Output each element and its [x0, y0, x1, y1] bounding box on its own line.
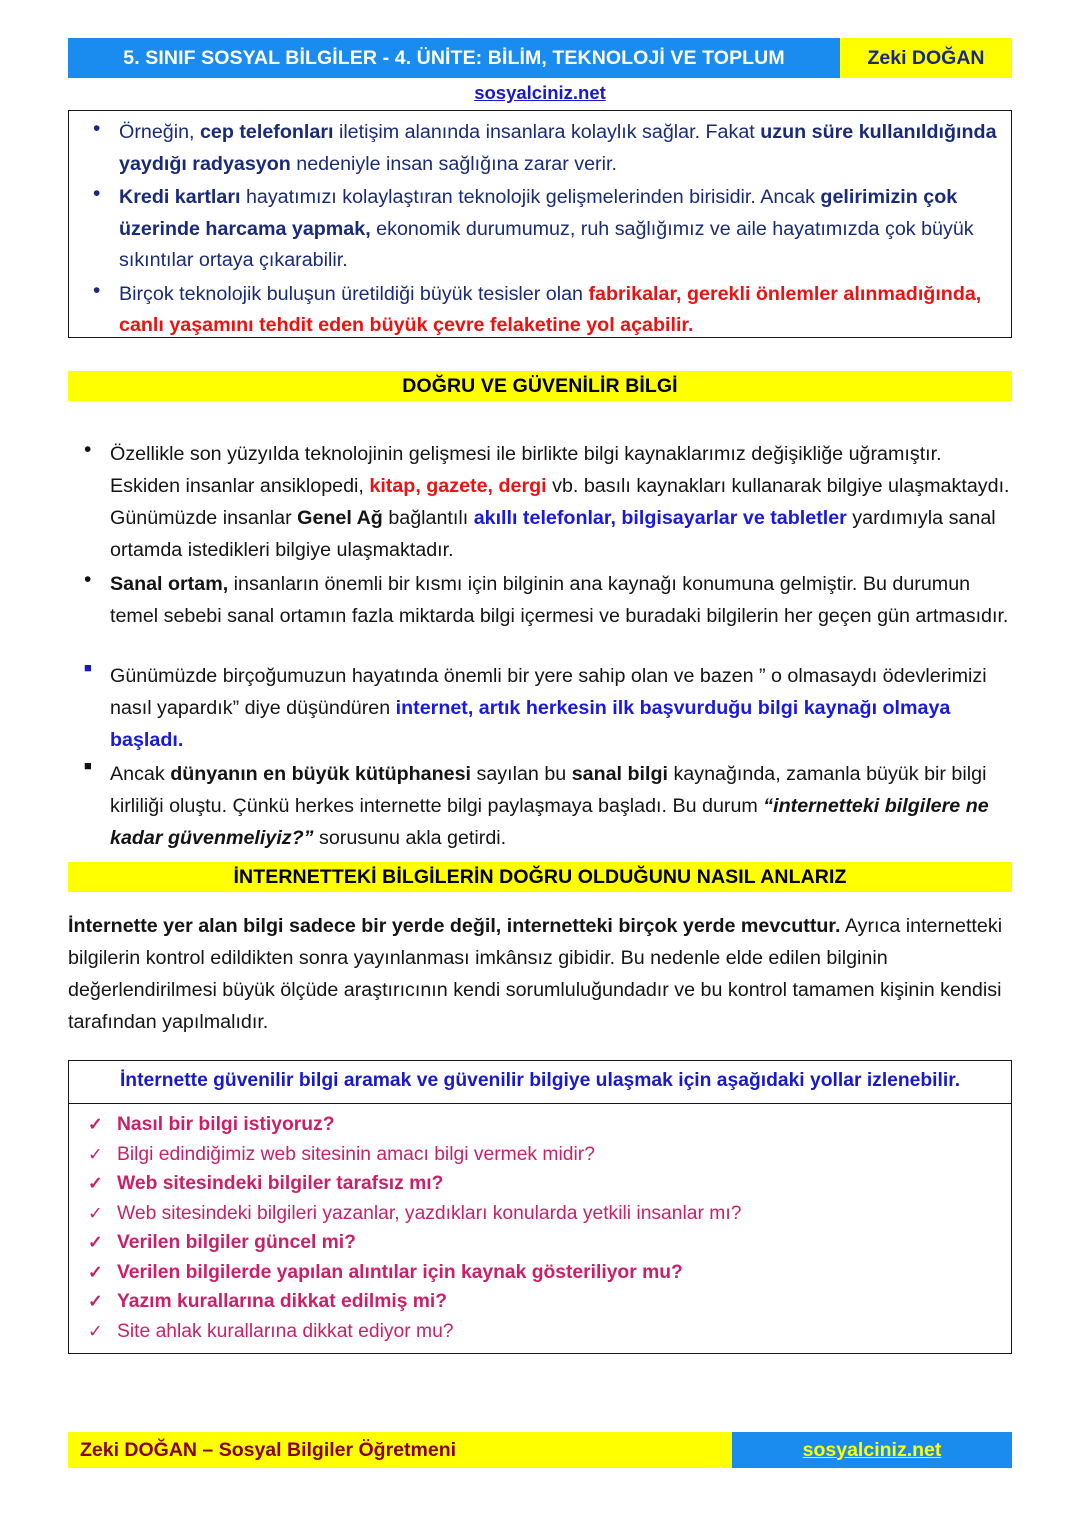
- check-icon: ✓: [88, 1114, 103, 1134]
- site-link-top-text: sosyalciniz.net: [474, 82, 606, 103]
- list-item-text: Ancak dünyanın en büyük kütüphanesi sayılan bu sanal bilgi kaynağında, zamanla büyük bir bilgi kirliliği oluştu. Çünkü herkes internette bilgi paylaşmaya başladı. Bu durum “internetteki bilgilere ne kadar güvenmeliyiz?” sorusunu akla getirdi.: [110, 763, 989, 849]
- round-bullet-icon: •: [93, 278, 101, 302]
- checklist-table: [68, 1060, 1012, 1354]
- square-bullet-icon: ■: [84, 660, 92, 675]
- list-item-text: Günümüzde birçoğumuzun hayatında önemli bir yere sahip olan ve bazen ” o olmasaydı ödevlerimizi nasıl yapardık” diye düşündüren internet, artık herkesin ilk başvurduğu bilgi kaynağı olmaya başladı.: [110, 665, 987, 751]
- list-item-text: Sanal ortam, insanların önemli bir kısmı için bilginin ana kaynağı konumuna gelmiştir. Bu durumun temel sebebi sanal ortamın fazla miktarda bilgi içermesi ve buradaki bilgilerin her geçen gün artmasıdır.: [110, 573, 1009, 627]
- header-author: Zeki DOĞAN: [840, 38, 1012, 78]
- box1-bullet-list: [77, 117, 997, 342]
- list-item: [77, 117, 997, 180]
- list-item-text: Özellikle son yüzyılda teknolojinin gelişmesi ile birlikte bilgi kaynaklarımız değişikliğe uğramıştır. Eskiden insanlar ansiklopedi, kitap, gazete, dergi vb. basılı kaynakları kullanarak bilgiye ulaşmaktaydı. Günümüzde insanlar Genel Ağ bağlantılı akıllı telefonlar, bilgisayarlar ve tabletler yardımıyla sanal ortamda istedikleri bilgiye ulaşmaktadır.: [110, 443, 1010, 561]
- footer-site-link-text: sosyalciniz.net: [802, 1438, 942, 1461]
- checklist-item-text: Verilen bilgiler güncel mi?: [117, 1232, 356, 1253]
- round-bullet-icon: •: [93, 117, 101, 140]
- list-item: [77, 279, 997, 342]
- page-header: [68, 38, 1012, 78]
- check-icon: ✓: [88, 1291, 103, 1311]
- checklist-item: [83, 1110, 1001, 1140]
- checklist-item-text: Web sitesindeki bilgileri yazanlar, yazdıkları konularda yetkili insanlar mı?: [117, 1202, 742, 1224]
- checklist-item: [83, 1228, 1001, 1258]
- checklist-items: [83, 1110, 1001, 1346]
- checklist-item-text: Web sitesindeki bilgiler tarafsız mı?: [117, 1173, 444, 1194]
- header-title: 5. SINIF SOSYAL BİLGİLER - 4. ÜNİTE: BİLİM, TEKNOLOJİ VE TOPLUM: [68, 38, 840, 78]
- checklist-item: [83, 1258, 1001, 1288]
- footer-author-label: Zeki DOĞAN – Sosyal Bilgiler Öğretmeni: [68, 1432, 732, 1468]
- checklist-item: [83, 1169, 1001, 1199]
- section-banner-internetteki-bilgiler: İNTERNETTEKİ BİLGİLERİN DOĞRU OLDUĞUNU NASIL ANLARIZ: [68, 862, 1012, 892]
- list-item-text: Birçok teknolojik buluşun üretildiği büyük tesisler olan fabrikalar, gerekli önlemler alınmadığında, canlı yaşamını tehdit eden büyük çevre felaketine yol açabilir.: [119, 282, 982, 336]
- bordered-box-technology-effects: [68, 110, 1012, 338]
- list-item: [68, 438, 1012, 566]
- site-link-top[interactable]: [68, 82, 1012, 104]
- round-bullet-icon: •: [84, 568, 92, 591]
- checklist-item: [83, 1199, 1001, 1229]
- check-icon: ✓: [88, 1320, 103, 1341]
- list-item-text: Örneğin, cep telefonları iletişim alanında insanlara kolaylık sağlar. Fakat uzun süre kullanıldığında yaydığı radyasyon nedeniyle insan sağlığına zarar verir.: [119, 121, 997, 175]
- round-bullet-icon: •: [93, 182, 101, 205]
- check-icon: ✓: [88, 1202, 103, 1223]
- page-footer: [68, 1432, 1012, 1468]
- checklist-item: [83, 1287, 1001, 1317]
- check-icon: ✓: [88, 1232, 103, 1252]
- checklist-item: [83, 1317, 1001, 1347]
- checklist-table-header: İnternette güvenilir bilgi aramak ve güvenilir bilgiye ulaşmak için aşağıdaki yollar izlenebilir.: [69, 1061, 1011, 1104]
- check-icon: ✓: [88, 1143, 103, 1164]
- section-internet-reliability: [68, 660, 1012, 856]
- check-icon: ✓: [88, 1261, 103, 1282]
- checklist-table-body: [69, 1104, 1011, 1346]
- check-icon: ✓: [88, 1173, 103, 1193]
- section-banner-dogru-guvenilir-bilgi: DOĞRU VE GÜVENİLİR BİLGİ: [68, 371, 1012, 401]
- checklist-item-text: Bilgi edindiğimiz web sitesinin amacı bilgi vermek midir?: [117, 1143, 595, 1165]
- section2-bullet-list: [68, 438, 1012, 632]
- footer-site-link[interactable]: [732, 1432, 1012, 1468]
- body-paragraph: İnternette yer alan bilgi sadece bir yerde değil, internetteki birçok yerde mevcuttur. Ayrıca internetteki bilgilerin kontrol edildikten sonra yayınlanması imkânsız gibidir. Bu nedenle elde edilen bilginin değerlendirilmesi büyük ölçüde araştırıcının kendi sorumluluğundadır ve bu kontrol tamamen kişinin kendisi tarafından yapılmalıdır.: [68, 915, 1003, 1033]
- square-bullet-icon: ■: [84, 758, 92, 773]
- section3-bullet-list: [68, 660, 1012, 854]
- checklist-item-text: Nasıl bir bilgi istiyoruz?: [117, 1114, 335, 1135]
- checklist-item-text: Site ahlak kurallarına dikkat ediyor mu?: [117, 1320, 454, 1342]
- checklist-item: [83, 1140, 1001, 1170]
- list-item: [68, 568, 1012, 632]
- checklist-item-text: Verilen bilgilerde yapılan alıntılar için kaynak gösteriliyor mu?: [117, 1261, 683, 1283]
- round-bullet-icon: •: [84, 438, 92, 461]
- list-item: [68, 758, 1012, 854]
- list-item-text: Kredi kartları hayatımızı kolaylaştıran teknolojik gelişmelerinden birisidir. Ancak gelirimizin çok üzerinde harcama yapmak, ekonomik durumumuz, ruh sağlığımız ve aile hayatımızda çok büyük sıkıntılar ortaya çıkarabilir.: [119, 186, 974, 271]
- list-item: [68, 660, 1012, 756]
- list-item: [77, 182, 997, 277]
- checklist-item-text: Yazım kurallarına dikkat edilmiş mi?: [117, 1291, 448, 1312]
- section-information-sources: [68, 438, 1012, 634]
